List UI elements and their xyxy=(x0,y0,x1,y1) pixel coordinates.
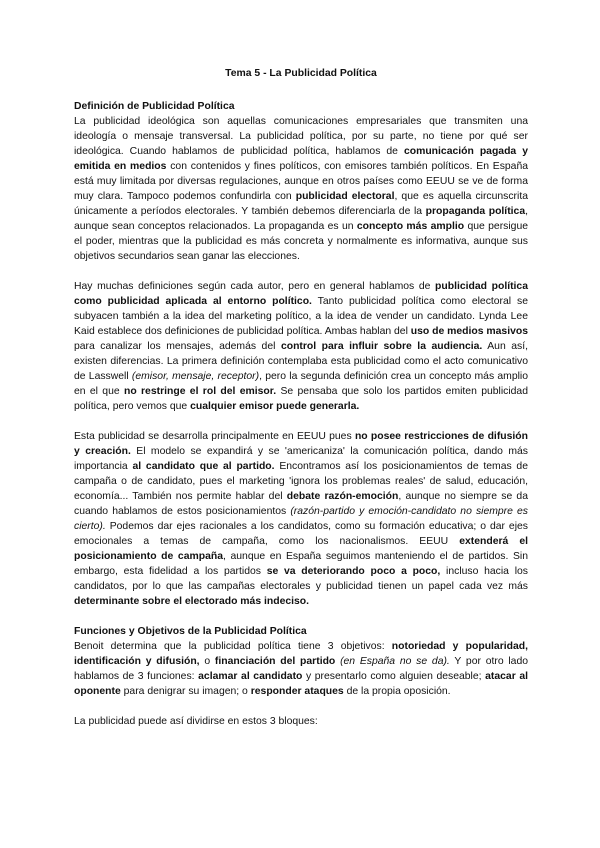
text-run: , aunque sean conceptos relacionados. La propaganda es un xyxy=(74,206,528,232)
text-run: incluso hacia los candidatos, por lo que las campañas electorales y publicidad tienen un papel cada vez más xyxy=(74,566,528,592)
bold-text: no restringe el rol del emisor. xyxy=(123,386,277,397)
text-run: , que es aquella circunscrita únicamente a períodos electorales. Y también debemos diferenciarla de la xyxy=(74,191,528,217)
text-run: Y por otro lado hablamos de 3 funciones: xyxy=(74,656,529,682)
paragraph xyxy=(74,429,528,609)
text-run: , pero la segunda definición crea un concepto más amplio en el que xyxy=(74,371,529,397)
text-run: , aunque en España seguimos manteniendo el de partidos. Sin embargo, esta fidelidad a los partidos xyxy=(74,551,528,577)
bold-text: publicidad electoral xyxy=(295,191,395,202)
text-run: El modelo se expandirá y se 'americaniza' la comunicación política, dando más importancia xyxy=(74,446,528,472)
text-run: para denigrar su imagen; o xyxy=(120,686,251,697)
text-run: o xyxy=(199,656,215,667)
text-run: Se pensaba que solo los partidos emiten publicidad política, pero vemos que xyxy=(74,386,528,412)
bold-text: al candidato que al partido. xyxy=(132,461,275,472)
bold-text: notoriedad y popularidad, identificación y difusión, xyxy=(74,641,528,667)
italic-text: (emisor, mensaje, receptor) xyxy=(131,371,260,382)
text-run: Tanto publicidad política como electoral se subyacen también a la idea del marketing político, a la idea de vender un candidato. Lynda Lee Kaid establece dos definiciones de publicidad política. Ambas hablan del xyxy=(74,296,528,337)
text-run: y presentarlo como alguien deseable; xyxy=(302,671,486,682)
bold-text: control para influir sobre la audiencia. xyxy=(280,341,483,352)
bold-text: extenderá el posicionamiento de campaña xyxy=(74,536,528,562)
paragraph-gap xyxy=(74,699,528,714)
section-heading-funciones: Funciones y Objetivos de la Publicidad Política xyxy=(74,626,307,637)
bold-text: debate razón-emoción xyxy=(286,491,399,502)
bold-text: uso de medios masivos xyxy=(410,326,529,337)
bold-text: atacar al oponente xyxy=(74,671,529,697)
bold-text: concepto más amplio xyxy=(356,221,465,232)
text-run: , aunque no siempre se da cuando hablamos de estos posicionamientos xyxy=(74,491,528,517)
paragraph xyxy=(74,114,528,264)
paragraph-gap xyxy=(74,414,528,429)
italic-text: (razón-partido y emoción-candidato no siempre es cierto). xyxy=(74,506,528,532)
paragraph-gap xyxy=(74,609,528,624)
bold-text: publicidad política como publicidad aplicada al entorno político. xyxy=(74,281,528,307)
bold-text: responder ataques xyxy=(250,686,344,697)
text-run: Hay muchas definiciones según cada autor, pero en general hablamos de xyxy=(74,281,436,292)
paragraph: La publicidad puede así dividirse en estos 3 bloques: xyxy=(74,716,318,727)
page-title: Tema 5 - La Publicidad Política xyxy=(225,68,377,79)
text-run: La publicidad ideológica son aquellas comunicaciones empresariales que transmiten una ideología o mensaje transversal. La publicidad política, por su parte, no tiene por qué ser ideológica. Cuando hablamos de publicidad política, hablamos de xyxy=(74,116,528,157)
bold-text: propaganda política xyxy=(425,206,526,217)
bold-text: se va deteriorando poco a poco, xyxy=(266,566,441,577)
text-run: con contenidos y fines políticos, con emisores también políticos. En España está muy limitada por diversas regulaciones, aunque en otros países como EEUU se ve de forma muy clara. Tampoco podemos confundirla con xyxy=(74,161,529,202)
italic-text: (en España no se da). xyxy=(340,656,450,667)
paragraph xyxy=(74,279,528,414)
text-run: para canalizar los mensajes, además del xyxy=(74,341,281,352)
text-run: Podemos dar ejes racionales a los candidatos, como su formación educativa; o dar ejes emocionales a temas de campaña, como los nacionalismos. EEUU xyxy=(74,521,528,547)
text-run: Esta publicidad se desarrolla principalmente en EEUU pues xyxy=(74,431,355,442)
bold-text: determinante sobre el electorado más indeciso. xyxy=(74,596,310,607)
paragraph xyxy=(74,639,528,699)
bold-text: no posee restricciones de difusión y creación. xyxy=(74,431,528,457)
text-run: Benoit determina que la publicidad política tiene 3 objetivos: xyxy=(74,641,392,652)
section-heading-definicion: Definición de Publicidad Política xyxy=(74,101,235,112)
text-run: que persigue el poder, mientras que la publicidad es más concreta y normalmente es informativa, aunque sus objetivos secundarios sean ganar las elecciones. xyxy=(74,221,529,262)
bold-text: comunicación pagada y emitida en medios xyxy=(74,146,529,172)
text-run: de la propia oposición. xyxy=(343,686,451,697)
bold-text: aclamar al candidato xyxy=(198,671,303,682)
document-page xyxy=(74,66,528,729)
text-run: Aun así, existen diferencias. La primera definición contemplaba esta publicidad como el acto comunicativo de Lasswell xyxy=(74,341,529,382)
bold-text: financiación del partido xyxy=(214,656,336,667)
text-run: Encontramos así los posicionamientos de temas de campaña o de candidato, pues el marketing 'ignora los problemas reales' de salud, educación, economía... También nos permite hablar del xyxy=(74,461,528,502)
bold-text: cualquier emisor puede generarla. xyxy=(190,401,360,412)
paragraph-gap xyxy=(74,264,528,279)
